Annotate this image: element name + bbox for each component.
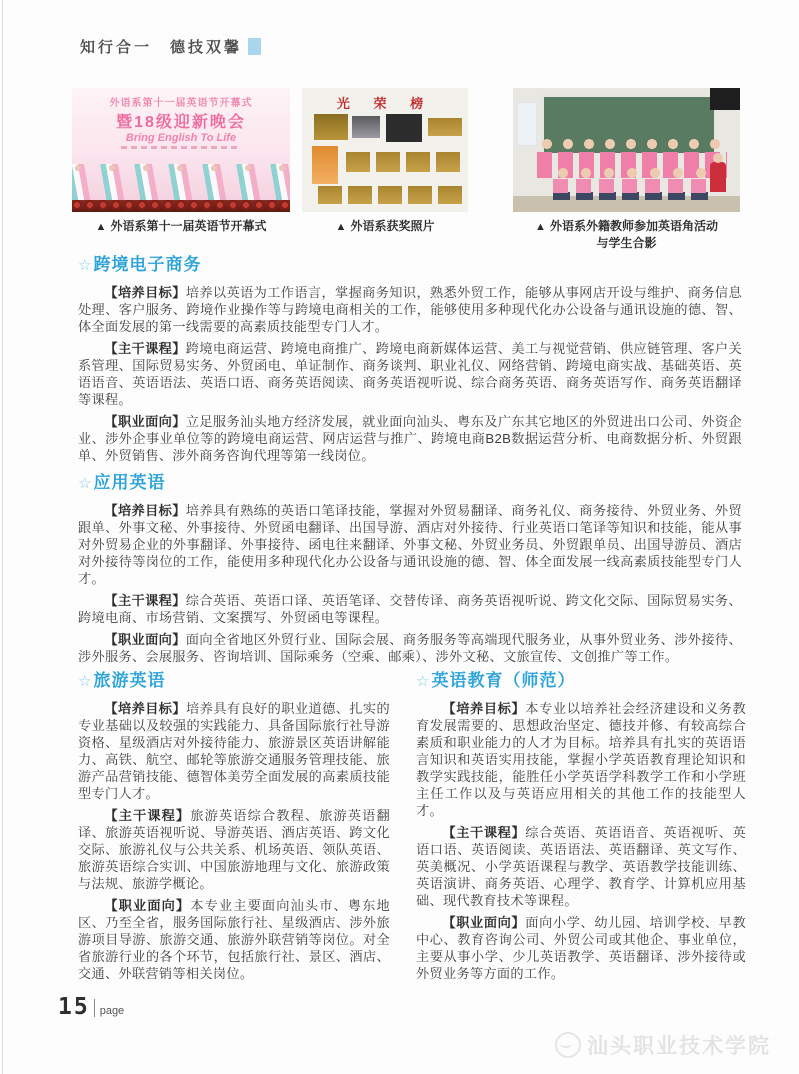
paragraph-training-goal — [78, 284, 742, 335]
paragraph-text: 综合英语、英语语音、英语视听、英语口语、英语阅读、英语语法、英语翻译、英文写作、英美概况、小学英语课程与教学、英语教学技能训练、英语演讲、商务英语、心理学、教育学、计算机应用基础、现代教育技术等课程。 — [416, 825, 746, 908]
paragraph-label: 【主干课程】 — [104, 341, 186, 356]
poster-subtitle-deco — [121, 146, 241, 149]
paragraph-training-goal — [78, 700, 390, 802]
paragraph-training-goal — [78, 502, 742, 587]
motto-text: 知行合一 德技双馨 — [80, 39, 243, 56]
red-shirt-person — [710, 162, 726, 192]
paragraph-text: 跨境电商运营、跨境电商推广、跨境电商新媒体运营、美工与视觉营销、供应链管理、客户关系管理、国际贸易实务、外贸函电、单证制作、商务谈判、职业礼仪、网络营销、跨境电商实战、基础英语、英语语音、英语语法、英语口语、商务英语阅读、商务英语视听说、综合商务英语、商务英语写作、商务英语翻译等课程。 — [78, 341, 742, 407]
paragraph-label: 【主干课程】 — [442, 825, 526, 840]
section-title — [78, 666, 390, 691]
star-icon: ☆ — [416, 673, 431, 690]
paragraph-text: 立足服务汕头地方经济发展，就业面向汕头、粤东及广东其它地区的外贸进出口公司、外资企业、涉外企事业单位等的跨境电商运营、网店运营与推广、跨境电商B2B数据运营分析、电商数据分析、外贸跟单、外贸销售、涉外商务咨询代理等第一线岗位。 — [78, 414, 742, 463]
paragraph-text: 综合英语、英语口译、英语笔译、交替传译、商务英语视听说、跨文化交际、国际贸易实务、跨境电商、市场营销、文案撰写、外贸函电等课程。 — [78, 593, 742, 625]
paragraph-text: 培养具有熟练的英语口笔译技能，掌握对外贸易翻译、商务礼仪、商务接待、外贸业务、外贸跟单、外事文秘、外事接待、外贸函电翻译、出国导游、酒店对外接待、行业英语口笔译等知识和技能，能从事对外贸易企业的外事翻译、外事接待、函电往来翻译、外事文秘、外贸业务员、外贸跟单员、出国导游员、酒店对外接待等岗位的工作，能使用多种现代化办公设备与通讯设施的德、智、体全面发展一线高素质技能型专门人才。 — [78, 503, 742, 586]
page-header-motto — [80, 36, 261, 57]
paragraph-label: 【职业面向】 — [104, 632, 186, 647]
triangle-marker-icon: ▲ — [335, 221, 347, 233]
section-tourism-english — [78, 666, 390, 987]
caption-text: 外语系第十一届英语节开幕式 — [110, 219, 267, 233]
college-logo-icon — [555, 1032, 581, 1058]
flower-strip — [72, 200, 290, 212]
paragraph-label: 【主干课程】 — [104, 593, 186, 608]
paragraph-text: 面向全省地区外贸行业、国际会展、商务服务等高端现代服务业，从事外贸业务、涉外接待、涉外服务、会展服务、咨询培训、国际乘务（空乘、邮乘）、涉外文秘、文旅宣传、文创推广等工作。 — [78, 632, 742, 664]
page-number: 15 — [58, 994, 90, 1020]
paragraph-training-goal — [416, 700, 746, 819]
paragraph-main-courses — [78, 340, 742, 408]
stage-photo — [72, 88, 290, 212]
paragraph-career-direction — [78, 631, 742, 665]
poster-title-line1: 外语系第十一届英语节开幕式 — [109, 98, 253, 109]
college-name: 汕头职业技术学院 — [587, 1035, 771, 1058]
photo-caption-2 — [302, 218, 468, 235]
two-column-sections — [78, 666, 746, 987]
paragraph-main-courses — [78, 807, 390, 892]
paragraph-label: 【职业面向】 — [442, 915, 526, 930]
tv-screen — [710, 88, 740, 110]
section-english-education — [416, 666, 746, 987]
poster-title-line2: 暨18级迎新晚会 — [116, 114, 246, 131]
paragraph-text: 本专业以培养社会经济建设和义务教育发展需要的、思想政治坚定、德技并修、有较高综合素质和职业能力的人才为目标。培养具有扎实的英语语言知识和英语实用技能，掌握小学英语教育理论知识和教学实践技能，能胜任小学英语学科教学工作和小学班主任工作以及与英语应用相关的其他工作的技能型人才。 — [416, 701, 746, 818]
paragraph-main-courses — [416, 824, 746, 909]
section-title — [78, 468, 742, 493]
caption-text: 外语系外籍教师参加英语角活动 — [549, 219, 718, 233]
paragraph-label: 【培养目标】 — [104, 701, 187, 716]
page-number-block — [58, 996, 124, 1018]
section-title-text: 英语教育（师范） — [431, 671, 576, 690]
paragraph-label: 【培养目标】 — [442, 701, 526, 716]
star-icon: ☆ — [78, 257, 93, 274]
page-number-divider — [94, 999, 95, 1017]
paragraph-text: 培养以英语为工作语言，掌握商务知识，熟悉外贸工作，能够从事网店开设与维护、商务信息处理、客户服务、跨境作业操作等与跨境电商相关的工作，能够使用多种现代化办公设备与通讯设施的德、智、体全面发展的第一线需要的高素质技能型专门人才。 — [78, 285, 742, 334]
section-cross-border-ecommerce — [78, 250, 742, 469]
group-photo — [513, 88, 740, 212]
paragraph-text: 旅游英语综合教程、旅游英语翻译、旅游英语视听说、导游英语、酒店英语、跨文化交际、旅游礼仪与公共关系、机场英语、领队英语、旅游英语综合实训、中国旅游地理与文化、旅游政策与法规、旅游学概论。 — [78, 808, 390, 891]
page-label: page — [99, 1005, 125, 1017]
paragraph-label: 【培养目标】 — [104, 285, 186, 300]
section-applied-english — [78, 468, 742, 670]
paragraph-career-direction — [78, 413, 742, 464]
dancers-figures — [72, 164, 290, 200]
paragraph-main-courses — [78, 592, 742, 626]
paragraph-career-direction — [78, 897, 390, 982]
paragraph-label: 【职业面向】 — [104, 898, 191, 913]
paragraph-label: 【职业面向】 — [104, 414, 186, 429]
honor-roll-title: 光 荣 榜 — [336, 96, 434, 111]
poster-title-line3: Bring English To Life — [125, 132, 237, 144]
caption-text-line2: 与学生合影 — [596, 236, 657, 250]
caption-text: 外语系获奖照片 — [350, 219, 435, 233]
triangle-marker-icon: ▲ — [535, 221, 546, 233]
section-title-text: 应用英语 — [93, 473, 166, 492]
college-watermark — [555, 1030, 771, 1060]
paragraph-label: 【主干课程】 — [104, 808, 191, 823]
photo-caption-1 — [72, 218, 290, 235]
paragraph-text: 面向小学、幼儿园、培训学校、早教中心、教育咨询公司、外贸公司或其他企、事业单位，主要从事小学、少儿英语教学、英语翻译、涉外接待或外贸业务等方面的工作。 — [416, 915, 746, 981]
star-icon: ☆ — [78, 673, 93, 690]
paragraph-label: 【培养目标】 — [104, 503, 186, 518]
photo-caption-3 — [505, 218, 748, 251]
page-edge-line — [2, 0, 3, 1074]
crowd-front-row — [553, 168, 713, 200]
honor-roll-photo — [302, 88, 468, 212]
star-icon: ☆ — [78, 475, 93, 492]
wall-poster — [517, 102, 537, 146]
paragraph-text: 培养具有良好的职业道德、扎实的专业基础以及较强的实践能力、具备国际旅行社导游资格、星级酒店对外接待能力、旅游景区英语讲解能力、高铁、航空、邮轮等旅游交通服务管理技能、旅游产品营销技能、德智体美劳全面发展的高素质技能型专门人才。 — [78, 701, 390, 801]
award-plaques — [312, 114, 462, 208]
triangle-marker-icon: ▲ — [95, 221, 107, 233]
paragraph-career-direction — [416, 914, 746, 982]
accent-square — [248, 38, 261, 55]
section-title-text: 旅游英语 — [93, 671, 166, 690]
section-title — [416, 666, 746, 691]
section-title — [78, 250, 742, 275]
paragraph-text: 本专业主要面向汕头市、粤东地区、乃至全省，服务国际旅行社、星级酒店、涉外旅游项目导游、旅游交通、旅游外联营销等岗位。对全省旅游行业的各个环节，包括旅行社、景区、酒店、交通、外联营销等相关岗位。 — [78, 898, 390, 981]
section-title-text: 跨境电子商务 — [93, 255, 202, 274]
